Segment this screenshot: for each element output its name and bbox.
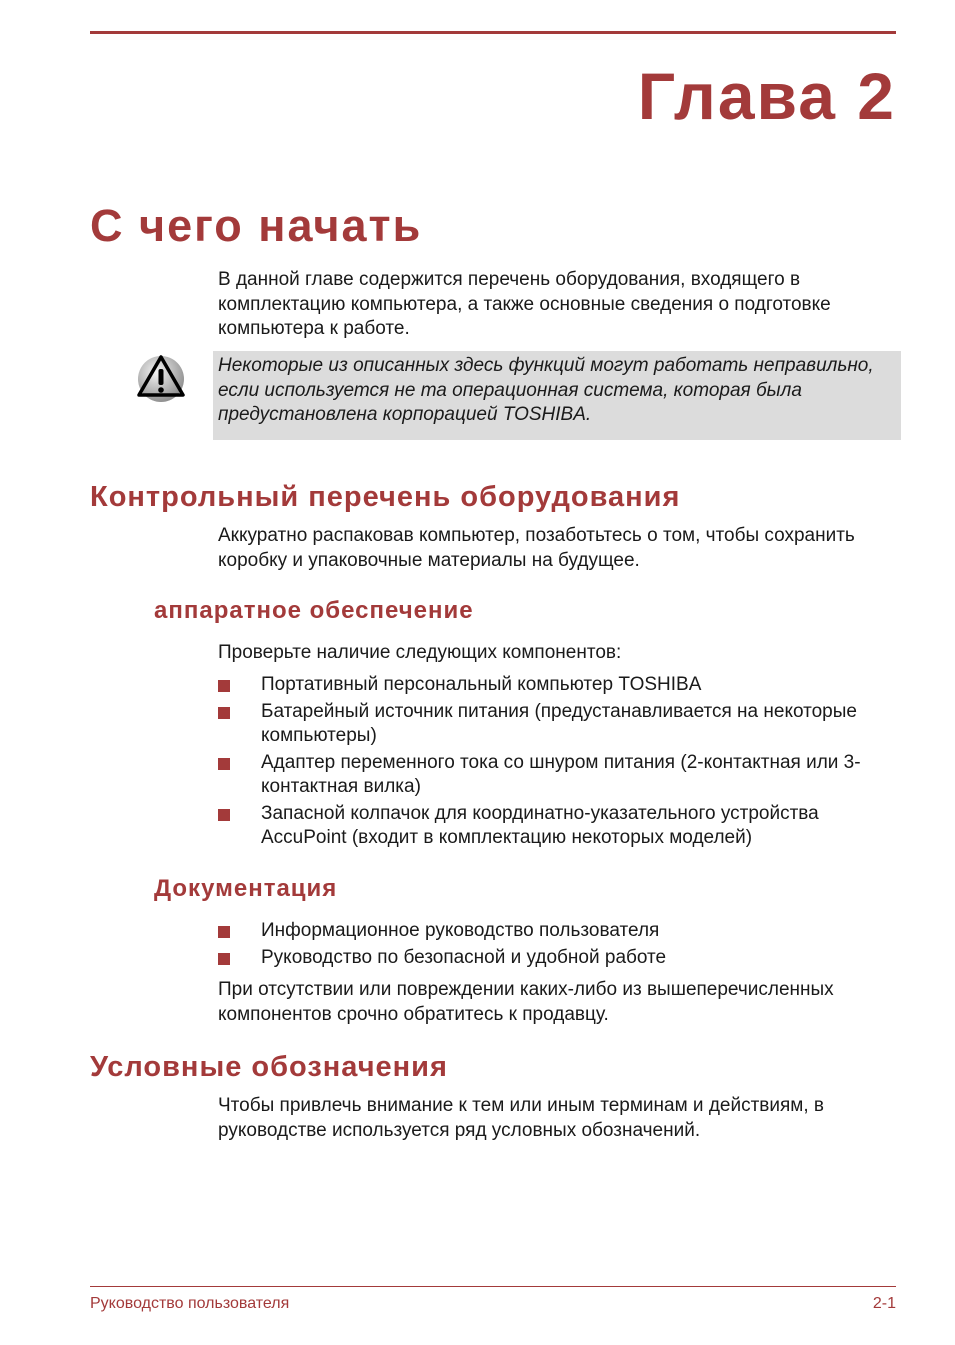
docs-paragraph: При отсутствии или повреждении каких-либо из вышеперечисленных компонентов срочно обратитесь к продавцу. bbox=[218, 979, 834, 1025]
docs-list bbox=[218, 919, 898, 972]
hardware-list bbox=[218, 673, 898, 853]
list-item: Руководство по безопасной и удобной работе bbox=[218, 946, 898, 971]
intro-paragraph: В данной главе содержится перечень оборудования, входящего в комплектацию компьютера, а также основные сведения о подготовке компьютера к работе. bbox=[218, 269, 831, 339]
list-item: Информационное руководство пользователя bbox=[218, 919, 898, 944]
subheading-docs: Документация bbox=[154, 875, 338, 902]
bullet-icon bbox=[218, 809, 230, 821]
footer-title: Руководство пользователя bbox=[90, 1295, 290, 1312]
bullet-icon bbox=[218, 758, 230, 770]
list-item: Адаптер переменного тока со шнуром питания (2-контактная или 3-контактная вилка) bbox=[218, 751, 898, 800]
subheading-hardware: аппаратное обеспечение bbox=[154, 597, 474, 624]
top-rule bbox=[90, 31, 896, 34]
page-title: С чего начать bbox=[90, 200, 423, 251]
bullet-icon bbox=[218, 926, 230, 938]
hardware-intro: Проверьте наличие следующих компонентов: bbox=[218, 642, 622, 663]
note-box bbox=[213, 351, 901, 440]
bullet-icon bbox=[218, 953, 230, 965]
conventions-paragraph: Чтобы привлечь внимание к тем или иным терминам и действиям, в руководстве используется ряд условных обозначений. bbox=[218, 1095, 824, 1141]
bullet-icon bbox=[218, 707, 230, 719]
warning-icon bbox=[136, 353, 186, 403]
list-item: Запасной колпачок для координатно-указательного устройства AccuPoint (входит в комплектацию некоторых моделей) bbox=[218, 802, 898, 851]
section-heading-conventions: Условные обозначения bbox=[90, 1051, 448, 1083]
checklist-paragraph: Аккуратно распаковав компьютер, позаботьтесь о том, чтобы сохранить коробку и упаковочные материалы на будущее. bbox=[218, 525, 855, 571]
bullet-icon bbox=[218, 680, 230, 692]
list-item: Портативный персональный компьютер TOSHIBA bbox=[218, 673, 898, 698]
footer-rule bbox=[90, 1286, 896, 1287]
page-number: 2-1 bbox=[872, 1295, 896, 1312]
list-item: Батарейный источник питания (предустанавливается на некоторые компьютеры) bbox=[218, 700, 898, 749]
note-text: Некоторые из описанных здесь функций могут работать неправильно, если используется не та операционная система, которая была предустановлена корпорацией TOSHIBA. bbox=[218, 355, 874, 425]
section-heading-checklist: Контрольный перечень оборудования bbox=[90, 481, 681, 513]
chapter-title: Глава 2 bbox=[637, 59, 896, 133]
